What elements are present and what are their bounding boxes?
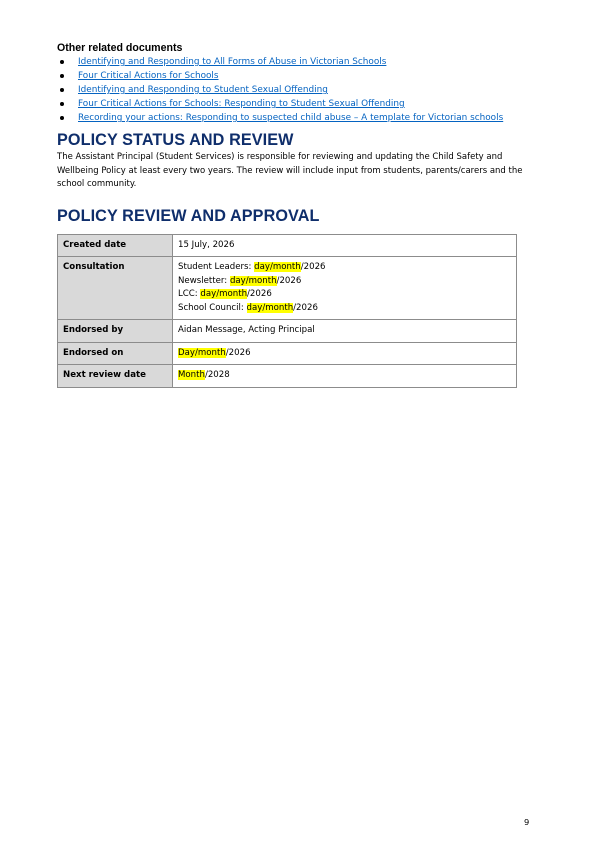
link-four-critical-actions[interactable]: Four Critical Actions for Schools bbox=[78, 71, 219, 81]
next-review-suffix: /2028 bbox=[204, 370, 230, 380]
related-documents-heading: Other related documents bbox=[57, 42, 183, 54]
list-item bbox=[57, 55, 537, 69]
consultation-line-suffix: /2026 bbox=[247, 289, 272, 299]
policy-status-heading: POLICY STATUS AND REVIEW bbox=[57, 131, 294, 149]
related-documents-list bbox=[57, 55, 537, 125]
list-item bbox=[57, 69, 537, 83]
created-date-label: Created date bbox=[58, 234, 173, 257]
consultation-line-prefix: Newsletter: bbox=[178, 275, 230, 286]
link-student-sexual-offending[interactable]: Identifying and Responding to Student Sexual Offending bbox=[78, 85, 328, 95]
consultation-value bbox=[173, 257, 517, 320]
table-row bbox=[58, 320, 517, 343]
next-review-value bbox=[173, 365, 517, 388]
consultation-line-suffix: /2026 bbox=[293, 302, 318, 313]
next-review-highlight: Month bbox=[178, 370, 205, 380]
consultation-line bbox=[178, 275, 511, 289]
endorsed-on-value bbox=[173, 342, 517, 365]
endorsed-on-label: Endorsed on bbox=[58, 342, 173, 365]
consultation-line bbox=[178, 261, 511, 275]
table-row bbox=[58, 342, 517, 365]
link-four-critical-actions-sexual-offending[interactable]: Four Critical Actions for Schools: Responding to Student Sexual Offending bbox=[78, 99, 405, 109]
created-date-value: 15 July, 2026 bbox=[173, 234, 517, 257]
endorsed-by-value: Aidan Message, Acting Principal bbox=[173, 320, 517, 343]
consultation-highlight: day/month bbox=[254, 262, 301, 272]
link-abuse-responding[interactable]: Identifying and Responding to All Forms of Abuse in Victorian Schools bbox=[78, 57, 387, 67]
consultation-line-prefix: School Council: bbox=[178, 302, 247, 313]
table-row bbox=[58, 365, 517, 388]
consultation-highlight: day/month bbox=[246, 302, 294, 313]
bullet-icon bbox=[60, 88, 64, 92]
list-item bbox=[57, 111, 537, 125]
consultation-highlight: day/month bbox=[229, 275, 277, 286]
table-row bbox=[58, 234, 517, 257]
consultation-line-prefix: Student Leaders: bbox=[178, 262, 255, 272]
page-content bbox=[57, 42, 537, 388]
bullet-icon bbox=[60, 116, 64, 120]
consultation-line bbox=[178, 288, 511, 302]
endorsed-on-suffix: /2026 bbox=[225, 347, 251, 358]
list-item bbox=[57, 97, 537, 111]
bullet-icon bbox=[60, 102, 64, 106]
approval-table bbox=[57, 234, 517, 388]
list-item bbox=[57, 83, 537, 97]
table-row bbox=[58, 257, 517, 320]
consultation-line-suffix: /2026 bbox=[300, 262, 326, 272]
consultation-line-prefix: LCC: bbox=[178, 289, 201, 299]
next-review-label: Next review date bbox=[58, 365, 173, 388]
endorsed-by-label: Endorsed by bbox=[58, 320, 173, 343]
page-number: 9 bbox=[524, 817, 530, 827]
consultation-label: Consultation bbox=[58, 257, 173, 320]
endorsed-on-highlight: Day/month bbox=[178, 347, 226, 358]
consultation-line-suffix: /2026 bbox=[276, 275, 302, 286]
policy-approval-heading: POLICY REVIEW AND APPROVAL bbox=[57, 206, 320, 225]
link-recording-actions-template[interactable]: Recording your actions: Responding to suspected child abuse – A template for Victorian schools bbox=[78, 113, 504, 123]
consultation-highlight: day/month bbox=[200, 289, 248, 299]
consultation-line bbox=[178, 302, 511, 316]
policy-status-paragraph: The Assistant Principal (Student Services) is responsible for reviewing and updating the Child Safety and Wellbeing Policy at least every two years. The review will include input from students, parents/carers and the school community. bbox=[57, 152, 523, 189]
bullet-icon bbox=[60, 60, 64, 64]
bullet-icon bbox=[60, 74, 64, 78]
